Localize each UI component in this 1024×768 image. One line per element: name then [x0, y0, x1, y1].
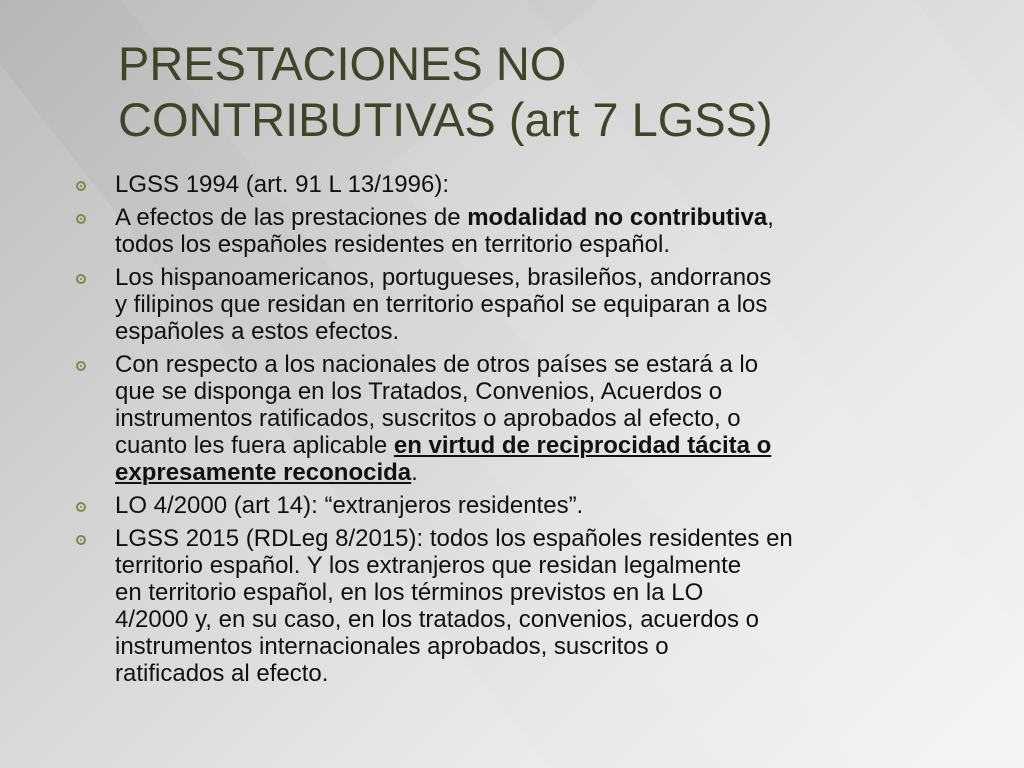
- bullet-list: [76, 171, 1006, 693]
- bullet-item-lgss-2015: [76, 525, 1006, 687]
- bullet-text-fragment: cuanto les fuera aplicable: [115, 432, 394, 459]
- bullet-line: que se disponga en los Tratados, Convenios, Acuerdos o: [115, 378, 723, 405]
- bullet-line: 4/2000 y, en su caso, en los tratados, convenios, acuerdos o: [115, 606, 759, 633]
- bullet-line: instrumentos internacionales aprobados, suscritos o: [115, 633, 669, 660]
- circle-bullet-icon: [76, 535, 86, 545]
- circle-bullet-icon: [76, 274, 86, 284]
- bullet-line: LGSS 2015 (RDLeg 8/2015): todos los españoles residentes en: [115, 525, 793, 552]
- slide-title-line: PRESTACIONES NO: [118, 37, 567, 90]
- bullet-line: Los hispanoamericanos, portugueses, brasileños, andorranos: [115, 264, 772, 291]
- bullet-line: [115, 459, 1006, 486]
- bullet-line: [115, 432, 1006, 459]
- circle-bullet-icon: [76, 181, 86, 191]
- bullet-line: instrumentos ratificados, suscritos o aprobados al efecto, o: [115, 405, 741, 432]
- underlined-bold-text-fragment: en virtud de reciprocidad tácita o: [393, 432, 772, 459]
- bold-text-fragment: modalidad no contributiva: [467, 204, 768, 231]
- bullet-item-no-contributive-modality: [76, 204, 1006, 258]
- bullet-item-lgss-1994: [76, 171, 1006, 198]
- bullet-text-fragment: ,: [767, 204, 774, 231]
- bullet-line: [115, 204, 1006, 231]
- bullet-item-other-nationals: [76, 351, 1006, 486]
- bullet-line: ratificados al efecto.: [115, 660, 329, 687]
- bullet-line: en territorio español, en los términos previstos en la LO: [115, 579, 704, 606]
- slide-title-line: CONTRIBUTIVAS (art 7 LGSS): [118, 93, 773, 146]
- bullet-text-fragment: .: [411, 459, 418, 486]
- bullet-item-lo-4-2000: [76, 492, 1006, 519]
- circle-bullet-icon: [76, 214, 86, 224]
- bullet-line: todos los españoles residentes en territorio español.: [115, 231, 670, 258]
- circle-bullet-icon: [76, 361, 86, 371]
- bullet-line: y filipinos que residan en territorio español se equiparan a los: [115, 291, 768, 318]
- bullet-line: territorio español. Y los extranjeros que residan legalmente: [115, 552, 742, 579]
- slide-title: [118, 36, 978, 148]
- underlined-bold-text-fragment: expresamente reconocida: [115, 459, 412, 486]
- bullet-text-fragment: A efectos de las prestaciones de: [115, 204, 468, 231]
- bullet-item-equiparation: [76, 264, 1006, 345]
- bullet-line: Con respecto a los nacionales de otros países se estará a lo: [115, 351, 759, 378]
- bullet-line: españoles a estos efectos.: [115, 318, 400, 345]
- bullet-line: LO 4/2000 (art 14): “extranjeros residentes”.: [115, 492, 584, 519]
- circle-bullet-icon: [76, 502, 86, 512]
- bullet-line: LGSS 1994 (art. 91 L 13/1996):: [115, 171, 449, 198]
